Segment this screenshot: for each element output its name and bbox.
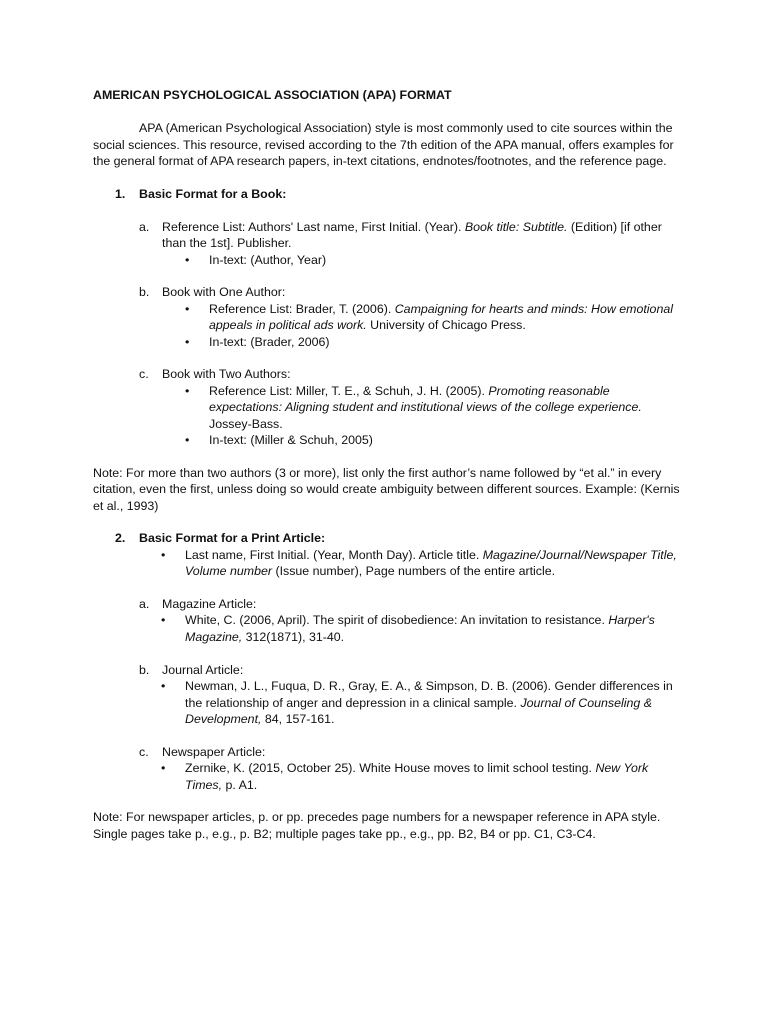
article-format-text-end: (Issue number), Page numbers of the entire article. [272, 564, 556, 579]
intext-format: In-text: (Author, Year) [209, 252, 327, 267]
one-author-label: Book with One Author: [162, 285, 286, 300]
item-letter: b. [139, 662, 150, 677]
list-item [93, 432, 683, 448]
reference-text: Reference List: Brader, T. (2006). [209, 301, 395, 316]
newspaper-item [93, 744, 683, 760]
bullet-icon: • [185, 383, 190, 398]
list-item [93, 678, 683, 727]
bullet-icon: • [161, 613, 166, 628]
item-letter: c. [139, 367, 149, 382]
reference-source: New York Times, [185, 761, 649, 792]
reference-text: Zernike, K. (2015, October 25). White House moves to limit school testing. [185, 761, 596, 776]
magazine-item [93, 596, 683, 612]
bullet-icon: • [161, 761, 166, 776]
section-2-title: Basic Format for a Print Article: [139, 531, 326, 546]
list-item [93, 252, 683, 268]
section-2-heading [93, 530, 683, 546]
newspaper-label: Newspaper Article: [162, 744, 266, 759]
list-item [93, 383, 683, 432]
journal-label: Journal Article: [162, 662, 244, 677]
reference-publisher: Jossey-Bass. [209, 416, 283, 431]
journal-item [93, 662, 683, 678]
section-1-title: Basic Format for a Book: [139, 187, 287, 202]
bullet-icon: • [185, 334, 190, 349]
reference-pages: p. A1. [222, 777, 258, 792]
list-item [93, 301, 683, 334]
item-letter: c. [139, 744, 149, 759]
book-format-item [93, 219, 683, 252]
reference-text: Newman, J. L., Fuqua, D. R., Gray, E. A., & Simpson, D. B. (2006). Gender differences in the relationship of anger and depression in a clinical sample. [185, 679, 673, 710]
section-1-number: 1. [115, 187, 126, 202]
section-1-heading [93, 186, 683, 202]
article-format-text: Last name, First Initial. (Year, Month Day). Article title. [185, 547, 483, 562]
reference-text: White, C. (2006, April). The spirit of disobedience: An invitation to resistance. [185, 613, 609, 628]
reference-source: Journal of Counseling & Development, [185, 695, 652, 726]
bullet-icon: • [185, 433, 190, 448]
reference-publisher: University of Chicago Press. [366, 318, 526, 333]
two-authors-item [93, 366, 683, 382]
reference-title: Campaigning for hearts and minds: How emotional appeals in political ads work. [209, 301, 673, 333]
book-format-text-end: (Edition) [if other than the 1st]. Publisher. [162, 219, 662, 251]
bullet-icon: • [161, 547, 166, 562]
item-letter: b. [139, 285, 150, 300]
list-item [93, 760, 683, 793]
bullet-icon: • [161, 679, 166, 694]
list-item [93, 334, 683, 350]
section-2-number: 2. [115, 531, 126, 546]
bullet-icon: • [185, 252, 190, 267]
reference-pages: 312(1871), 31-40. [242, 629, 345, 644]
list-item [93, 612, 683, 645]
note-newspaper-pages: Note: For newspaper articles, p. or pp. precedes page numbers for a newspaper reference in APA style. Single pages take p., e.g., p. B2; multiple pages take pp., e.g., pp. B2, B4 or pp. C1, C3-C4. [93, 810, 661, 841]
intext-example: In-text: (Brader, 2006) [209, 334, 330, 349]
book-format-italic: Book title: Subtitle. [464, 219, 568, 234]
two-authors-label: Book with Two Authors: [162, 367, 291, 382]
document-body [93, 87, 683, 842]
reference-pages: 84, 157-161. [261, 711, 335, 726]
intext-example: In-text: (Miller & Schuh, 2005) [209, 433, 373, 448]
page-title: AMERICAN PSYCHOLOGICAL ASSOCIATION (APA) FORMAT [93, 88, 452, 102]
book-format-text: Reference List: Authors' Last name, First Initial. (Year). [162, 219, 465, 234]
item-letter: a. [139, 219, 150, 234]
reference-source: Harper's Magazine, [185, 613, 655, 644]
article-format-italic: Magazine/Journal/Newspaper Title, Volume number [185, 547, 677, 579]
list-item [93, 547, 683, 580]
bullet-icon: • [185, 301, 190, 316]
intro-paragraph: APA (American Psychological Association) style is most commonly used to cite sources within the social sciences. This resource, revised according to the 7th edition of the APA manual, offers examples for the general format of APA research papers, in-text citations, endnotes/footnotes, and the reference page. [93, 121, 674, 169]
one-author-item [93, 284, 683, 300]
reference-title: Promoting reasonable expectations: Aligning student and institutional views of the college experience. [209, 383, 642, 415]
note-et-al: Note: For more than two authors (3 or more), list only the first author’s name followed by “et al.” in every citation, even the first, unless doing so would create ambiguity between different sources. Example: (Kernis et al., 1993) [93, 465, 680, 513]
item-letter: a. [139, 597, 150, 612]
reference-text: Reference List: Miller, T. E., & Schuh, J. H. (2005). [209, 383, 489, 398]
magazine-label: Magazine Article: [162, 597, 257, 612]
